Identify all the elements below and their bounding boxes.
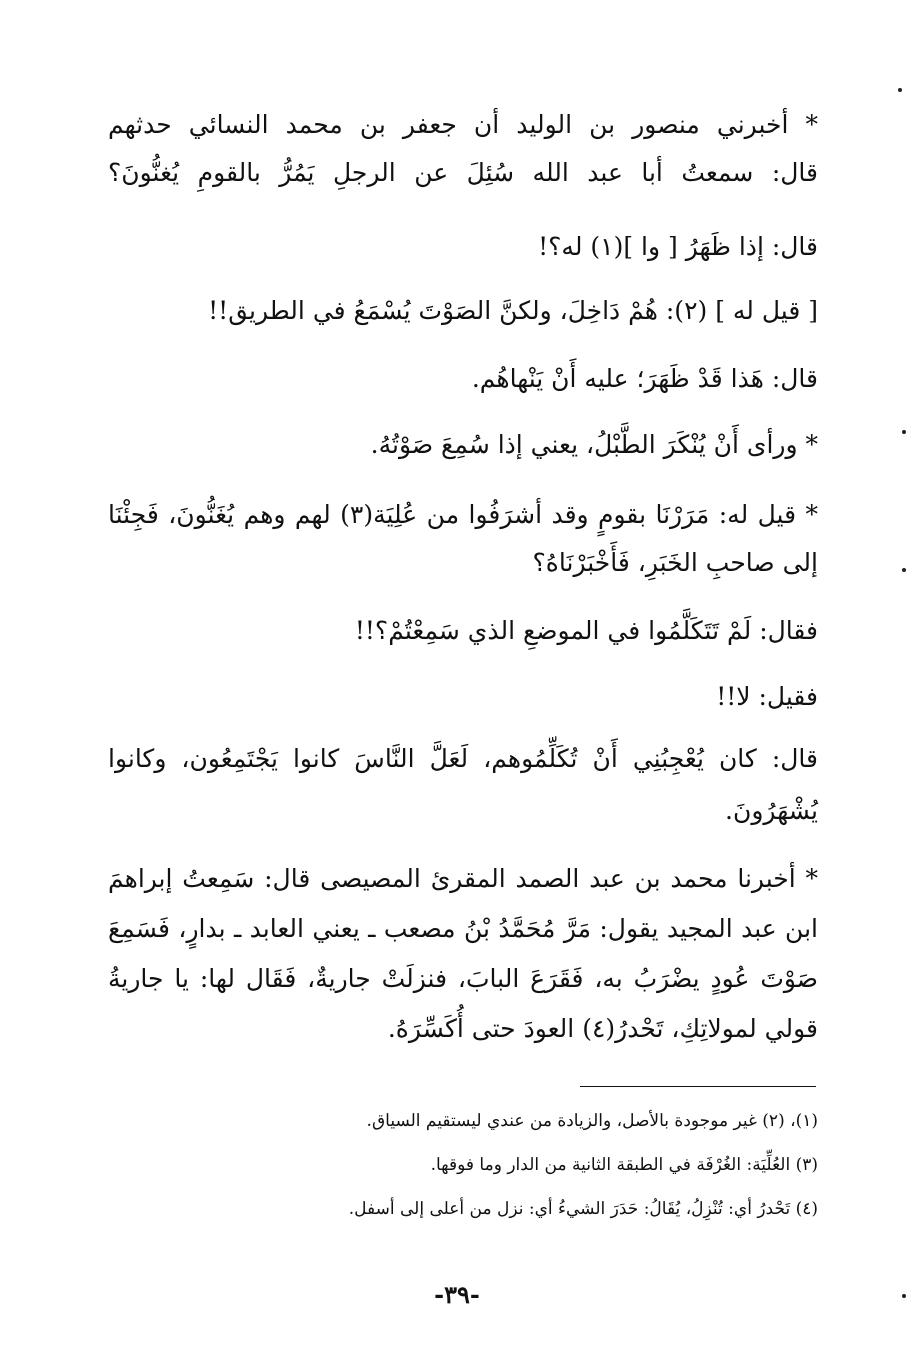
footnote: (١)، (٢) غير موجودة بالأصل، والزيادة من عندي ليستقيم السياق. — [366, 1111, 818, 1131]
text-line: فقيل: لا!! — [716, 682, 818, 711]
text-line: إلى صاحبِ الخَبَرِ، فَأَخْبَرْنَاهُ؟ — [532, 548, 818, 577]
page-number: -٣٩- — [434, 1280, 480, 1309]
text-line: قال: كان يُعْجِبُنِي أَنْ تُكَلِّمُوهم، لَعَلَّ النَّاسَ كانوا يَجْتَمِعُون، وكانوا — [108, 744, 818, 773]
footnote-separator — [580, 1086, 816, 1087]
scan-speck — [902, 568, 906, 572]
text-line: قال: إذا ظَهَرُ [ وا ](١) له؟! — [538, 232, 818, 261]
text-line: فقال: لَمْ تَتَكَلَّمُوا في الموضعِ الذي سَمِعْتُمْ؟!! — [354, 616, 818, 645]
text-line: ابن عبد المجيد يقول: مَرَّ مُحَمَّدُ بْنُ مصعب ـ يعني العابد ـ بدارٍ، فَسَمِعَ — [108, 914, 818, 943]
text-line: قولي لمولاتِكِ، تَحْدرُ(٤) العودَ حتى أُكَسِّرَهُ. — [387, 1014, 818, 1043]
text-line: قال: هَذا قَدْ ظَهَرَ؛ عليه أَنْ يَنْهاهُم. — [471, 364, 818, 393]
scan-speck — [898, 88, 902, 92]
footnote: (٣) العُلِّيَة: الغُرْفَة في الطبقة الثانية من الدار وما فوقها. — [430, 1155, 818, 1175]
text-line: يُشْهَرُونَ. — [725, 796, 818, 825]
text-line: * ورأى أَنْ يُنْكَرَ الطَّبْلُ، يعني إذا سُمِعَ صَوْتُهُ. — [370, 430, 818, 459]
text-line: صَوْتَ عُودٍ يضْرَبُ به، فَقَرَعَ البابَ، فنزلَتْ جاريةٌ، فَقَال لها: يا جاريةُ — [108, 964, 818, 993]
text-line: قال: سمعتُ أبا عبد الله سُئِلَ عن الرجلِ يَمُرُّ بالقومِ يُغنُّونَ؟ — [108, 158, 818, 187]
footnote: (٤) تَحْدرُ أي: تُنْزِلُ، يُقَالُ: حَدَرَ الشيءُ أي: نزل من أعلى إلى أسفل. — [348, 1199, 818, 1219]
text-line: [ قيل له ] (٢): هُمْ دَاخِلَ، ولكنَّ الصَوْتَ يُسْمَعُ في الطريق!! — [208, 296, 818, 325]
scan-speck — [902, 430, 906, 434]
scan-speck — [902, 1294, 906, 1298]
text-line: * أخبرنا محمد بن عبد الصمد المقرئ المصيصى قال: سَمِعتُ إبراهمَ — [108, 864, 818, 893]
text-line: * أخبرني منصور بن الوليد أن جعفر بن محمد النسائي حدثهم — [108, 110, 818, 139]
text-line: * قيل له: مَرَرْنَا بقومٍ وقد أشرَفُوا من عُلِيَة(٣) لهم وهم يُغَنُّونَ، فَجِئْنَا — [108, 500, 818, 529]
